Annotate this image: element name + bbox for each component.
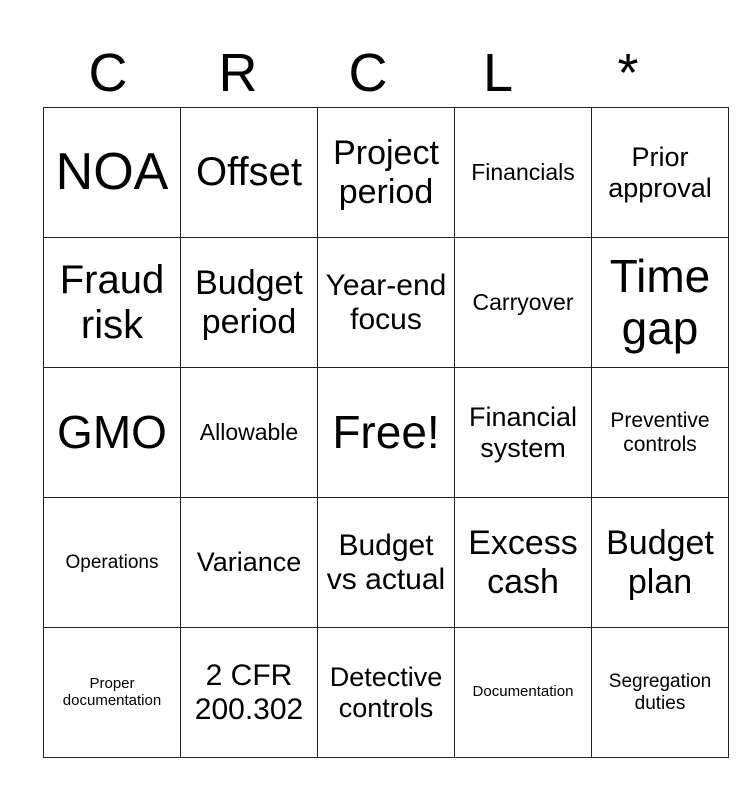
bingo-cell[interactable]: Budget plan — [592, 498, 729, 628]
grid-row — [44, 238, 729, 368]
bingo-cell[interactable]: Operations — [44, 498, 181, 628]
header-star: * — [617, 43, 639, 103]
bingo-cell[interactable]: Variance — [181, 498, 318, 628]
bingo-cell[interactable]: Prior approval — [592, 108, 729, 238]
bingo-cell[interactable]: Allowable — [181, 368, 318, 498]
bingo-cell[interactable]: Budget period — [181, 238, 318, 368]
bingo-cell[interactable]: Time gap — [592, 238, 729, 368]
grid-row — [44, 108, 729, 238]
header-letter-c2: C — [348, 43, 388, 103]
bingo-cell[interactable]: Financial system — [455, 368, 592, 498]
bingo-cell[interactable]: GMO — [44, 368, 181, 498]
bingo-cell[interactable]: Excess cash — [455, 498, 592, 628]
bingo-cell[interactable]: Financials — [455, 108, 592, 238]
bingo-cell[interactable]: Detective controls — [318, 628, 455, 758]
bingo-cell[interactable]: Fraud risk — [44, 238, 181, 368]
bingo-grid — [43, 107, 729, 758]
header-letter-c1: C — [88, 43, 128, 103]
bingo-cell[interactable]: NOA — [44, 108, 181, 238]
bingo-cell[interactable]: Proper documentation — [44, 628, 181, 758]
bingo-cell[interactable]: Documentation — [455, 628, 592, 758]
bingo-header — [43, 40, 693, 106]
grid-row — [44, 628, 729, 758]
bingo-cell[interactable]: Year-end focus — [318, 238, 455, 368]
bingo-cell[interactable]: Carryover — [455, 238, 592, 368]
grid-row — [44, 498, 729, 628]
header-letter-r: R — [218, 43, 258, 103]
free-space-cell[interactable]: Free! — [318, 368, 455, 498]
bingo-cell[interactable]: Segregation duties — [592, 628, 729, 758]
bingo-cell[interactable]: Budget vs actual — [318, 498, 455, 628]
bingo-cell[interactable]: Preventive controls — [592, 368, 729, 498]
header-letter-l: L — [482, 43, 514, 103]
bingo-cell[interactable]: Project period — [318, 108, 455, 238]
grid-row — [44, 368, 729, 498]
bingo-cell[interactable]: Offset — [181, 108, 318, 238]
bingo-cell[interactable]: 2 CFR 200.302 — [181, 628, 318, 758]
